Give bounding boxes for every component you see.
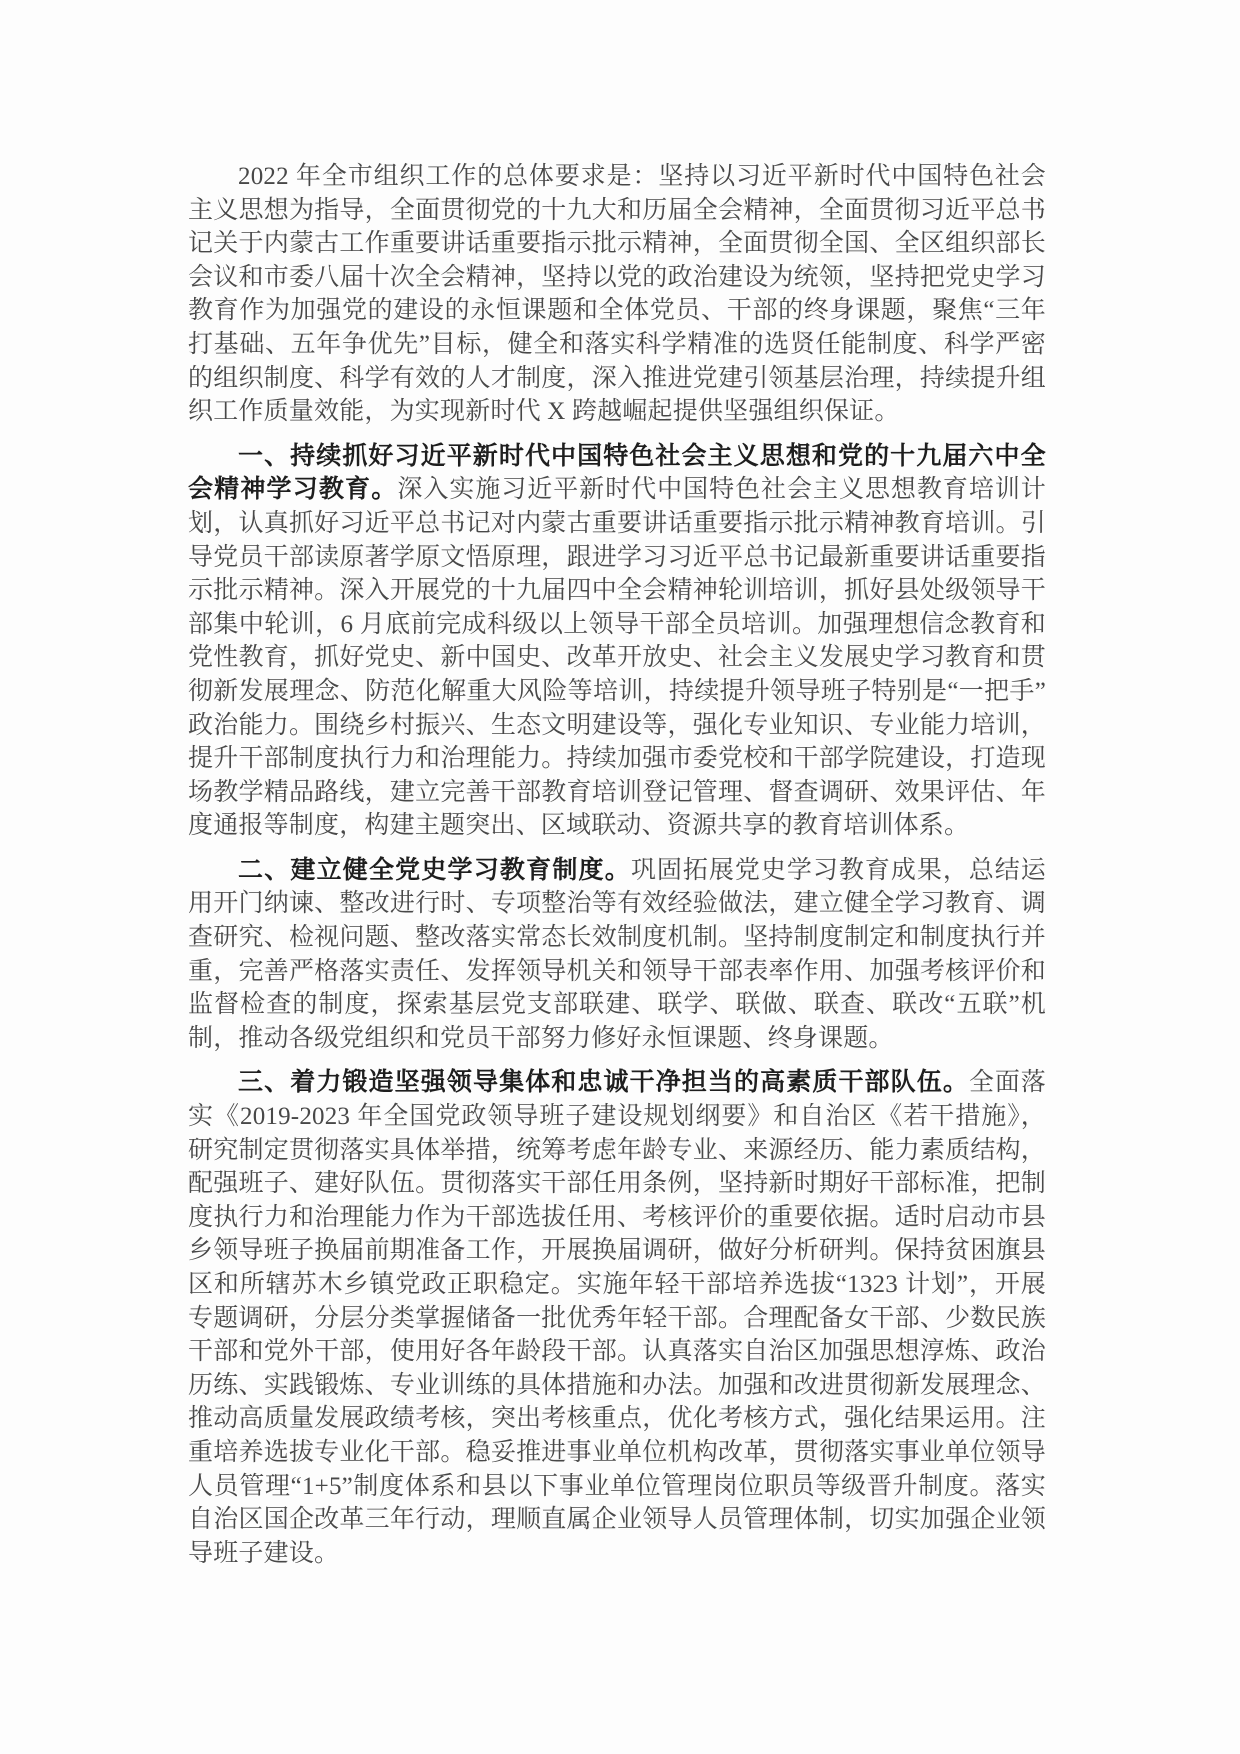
section-1-heading: 一、持续抓好习近平新时代中国特色社会主义思想和党的十九届六中全会精神学习教育。 [188, 441, 1046, 504]
section-3-text: 全面落实《2019-2023 年全国党政领导班子建设规划纲要》和自治区《若干措施》，研究制定贯彻落实具体举措，统筹考虑年龄专业、来源经历、能力素质结构，配强班子、建好队伍。贯彻落实干部任用条例，坚持新时期好干部标准，把制度执行力和治理能力作为干部选拔任用、考核评价的重要依据。适时启动市县乡领导班子换届前期准备工作，开展换届调研，做好分析研判。保持贫困旗县区和所辖苏木乡镇党政正职稳定。实施年轻干部培养选拔“1323 计划”，开展专题调研，分层分类掌握储备一批优秀年轻干部。合理配备女干部、少数民族干部和党外干部，使用好各年龄段干部。认真落实自治区加强思想淳炼、政治历练、实践锻炼、专业训练的具体措施和办法。加强和改进贯彻新发展理念、推动高质量发展政绩考核，突出考核重点，优化考核方式，强化结果运用。注重培养选拔专业化干部。稳妥推进事业单位机构改革，贯彻落实事业单位领导人员管理“1+5”制度体系和县以下事业单位管理岗位职员等级晋升制度。落实自治区国企改革三年行动，理顺直属企业领导人员管理体制，切实加强企业领导班子建设。 [188, 1069, 1046, 1567]
section-3-heading: 三、着力锻造坚强领导集体和忠诚干净担当的高素质干部队伍。 [238, 1068, 969, 1097]
section-1-text: 深入实施习近平新时代中国特色社会主义思想教育培训计划，认真抓好习近平总书记对内蒙古重要讲话重要指示批示精神教育培训。引导党员干部读原著学原文悟原理，跟进学习习近平总书记最新重要讲话重要指示批示精神。深入开展党的十九届四中全会精神轮训培训，抓好县处级领导干部集中轮训，6 月底前完成科级以上领导干部全员培训。加强理想信念教育和党性教育，抓好党史、新中国史、改革开放史、社会主义发展史学习教育和贯彻新发展理念、防范化解重大风险等培训，持续提升领导班子特别是“一把手”政治能力。围绕乡村振兴、生态文明建设等，强化专业知识、专业能力培训，提升干部制度执行力和治理能力。持续加强市委党校和干部学院建设，打造现场教学精品路线，建立完善干部教育培训登记管理、督查调研、效果评估、年度通报等制度，构建主题突出、区域联动、资源共享的教育培训体系。 [188, 476, 1046, 840]
document-body [188, 160, 1046, 1581]
section-2-text: 巩固拓展党史学习教育成果，总结运用开门纳谏、整改进行时、专项整治等有效经验做法，建立健全学习教育、调查研究、检视问题、整改落实常态长效制度机制。坚持制度制定和制度执行并重，完善严格落实责任、发挥领导机关和领导干部表率作用、加强考核评价和监督检查的制度，探索基层党支部联建、联学、联做、联查、联改“五联”机制，推动各级党组织和党员干部努力修好永恒课题、终身课题。 [188, 856, 1046, 1052]
section-3-paragraph [188, 1066, 1046, 1570]
intro-paragraph [188, 160, 1046, 429]
section-2-heading: 二、建立健全党史学习教育制度。 [238, 855, 631, 884]
section-1-paragraph [188, 440, 1046, 843]
section-2-paragraph [188, 854, 1046, 1056]
intro-paragraph-text: 2022 年全市组织工作的总体要求是：坚持以习近平新时代中国特色社会主义思想为指导，全面贯彻党的十九大和历届全会精神，全面贯彻习近平总书记关于内蒙古工作重要讲话重要指示批示精神，全面贯彻全国、全区组织部长会议和市委八届十次全会精神，坚持以党的政治建设为统领，坚持把党史学习教育作为加强党的建设的永恒课题和全体党员、干部的终身课题，聚焦“三年打基础、五年争优先”目标，健全和落实科学精准的选贤任能制度、科学严密的组织制度、科学有效的人才制度，深入推进党建引领基层治理，持续提升组织工作质量效能，为实现新时代 X 跨越崛起提供坚强组织保证。 [188, 163, 1046, 426]
